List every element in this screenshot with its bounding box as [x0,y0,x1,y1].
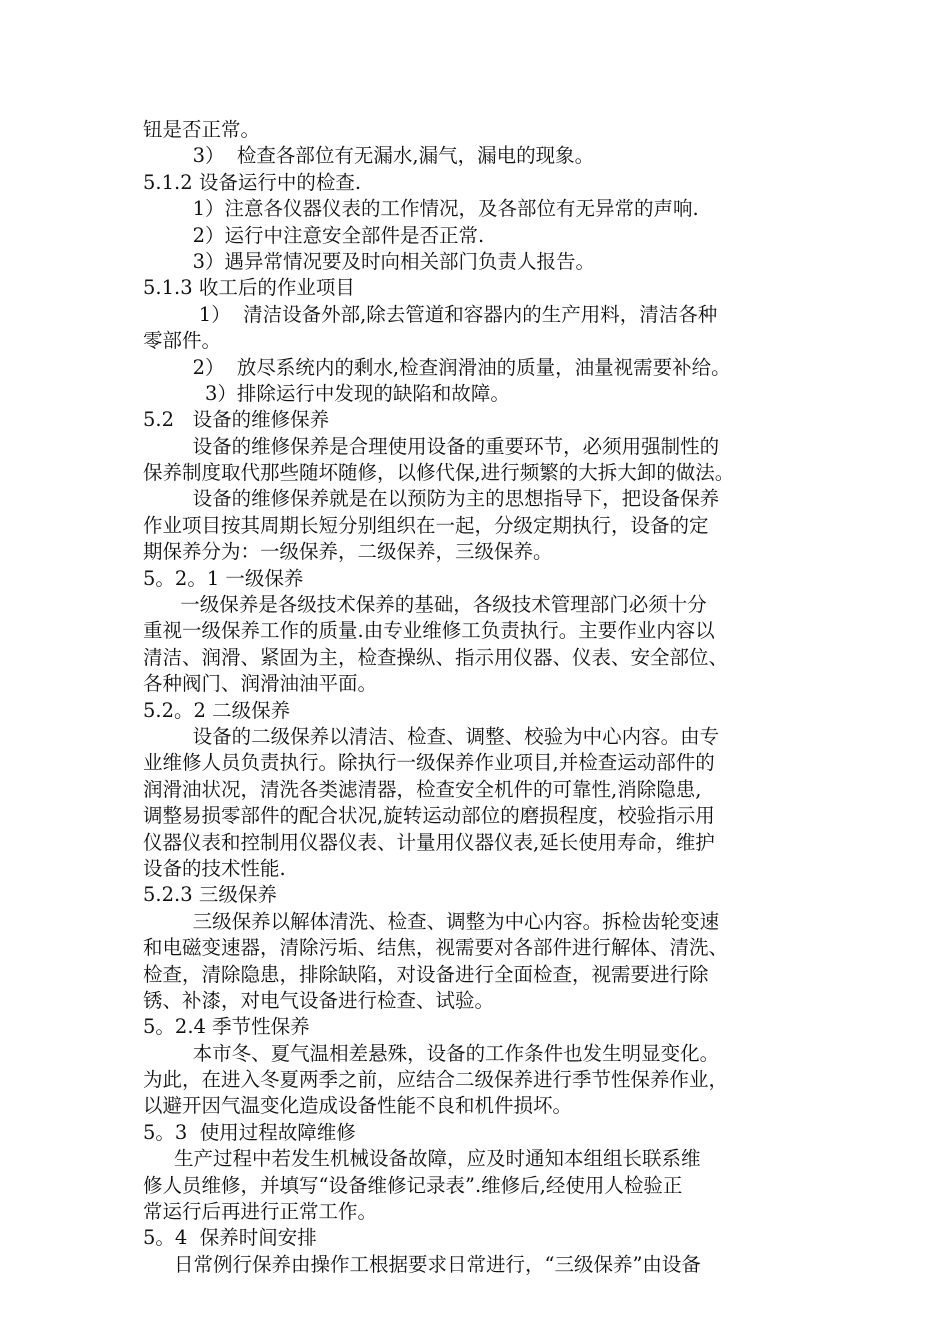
section-heading: 5.2 设备的维修保养 [143,408,330,432]
section-heading: 5.2。2 二级保养 [143,698,291,722]
text-line: 期保养分为：一级保养，二级保养，三级保养。 [143,540,553,564]
text-line: 作业项目按其周期长短分别组织在一起，分级定期执行，设备的定 [143,513,709,537]
text-line: 2）运行中注意安全部件是否正常. [143,223,485,247]
text-line: 业维修人员负责执行。除执行一级保养作业项目,并检查运动部件的 [143,751,715,775]
text-line: 检查，清除隐患，排除缺陷，对设备进行全面检查，视需要进行除 [143,962,709,986]
section-heading: 5。2。1 一级保养 [143,566,304,590]
text-line: 设备的维修保养是合理使用设备的重要环节，必须用强制性的 [143,434,720,458]
text-line: 各种阀门、润滑油油平面。 [143,672,378,696]
text-line: 设备的技术性能. [143,856,286,880]
section-heading: 5。4 保养时间安排 [143,1226,317,1250]
text-line: 1）注意各仪器仪表的工作情况，及各部位有无异常的声响. [143,197,699,221]
text-line: 本市冬、夏气温相差悬殊，设备的工作条件也发生明显变化。 [143,1041,720,1065]
text-line: 3）遇异常情况要及时向相关部门负责人报告。 [143,249,595,273]
text-line: 一级保养是各级技术保养的基础，各级技术管理部门必须十分 [143,593,707,617]
section-heading: 5。2.4 季节性保养 [143,1015,310,1039]
text-line: 润滑油状况，清洗各类滤清器，检查安全机件的可靠性,消除隐患, [143,777,702,801]
text-line: 生产过程中若发生机械设备故障，应及时通知本组组长联系维 [143,1147,701,1171]
text-line: 仪器仪表和控制用仪器仪表、计量用仪器仪表,延长使用寿命，维护 [143,830,715,854]
text-line: 清洁、润滑、紧固为主，检查操纵、指示用仪器、仪表、安全部位、 [143,645,729,669]
text-line: 以避开因气温变化造成设备性能不良和机件损坏。 [143,1094,573,1118]
text-line: 1） 清洁设备外部,除去管道和容器内的生产用料，清洁各种 [143,302,718,326]
text-line: 锈、补漆，对电气设备进行检查、试验。 [143,988,495,1012]
text-line: 重视一级保养工作的质量.由专业维修工负责执行。主要作业内容以 [143,619,715,643]
section-heading: 5.2.3 三级保养 [143,883,277,907]
section-heading: 5.1.3 收工后的作业项目 [143,276,355,300]
section-heading: 5.1.2 设备运行中的检查. [143,170,362,194]
text-line: 三级保养以解体清洗、检查、调整为中心内容。拆检齿轮变速 [143,909,720,933]
text-line: 保养制度取代那些随坏随修，以修代保,进行频繁的大拆大卸的做法。 [143,461,735,485]
text-line: 设备的二级保养以清洁、检查、调整、校验为中心内容。由专 [143,724,720,748]
text-line: 设备的维修保养就是在以预防为主的思想指导下，把设备保养 [143,487,720,511]
text-line: 3） 检查各部位有无漏水,漏气，漏电的现象。 [143,144,595,168]
document-body [143,117,823,1278]
text-line: 2） 放尽系统内的剩水,检查润滑油的质量，油量视需要补给。 [143,355,731,379]
text-line: 日常例行保养由操作工根据要求日常进行，“三级保养”由设备 [143,1252,701,1276]
text-line: 零部件。 [143,329,222,353]
text-line: 修人员维修，并填写“设备维修记录表”.维修后,经使用人检验正 [143,1173,683,1197]
text-line: 钮是否正常。 [143,118,261,141]
section-heading: 5。3 使用过程故障维修 [143,1120,356,1144]
text-line: 3）排除运行中发现的缺陷和故障。 [143,381,510,405]
text-line: 为此，在进入冬夏两季之前，应结合二级保养进行季节性保养作业， [143,1068,729,1092]
text-line: 常运行后再进行正常工作。 [143,1200,378,1224]
text-line: 调整易损零部件的配合状况,旋转运动部位的磨损程度，校验指示用 [143,804,715,828]
text-line: 和电磁变速器，清除污垢、结焦，视需要对各部件进行解体、清洗、 [143,936,729,960]
